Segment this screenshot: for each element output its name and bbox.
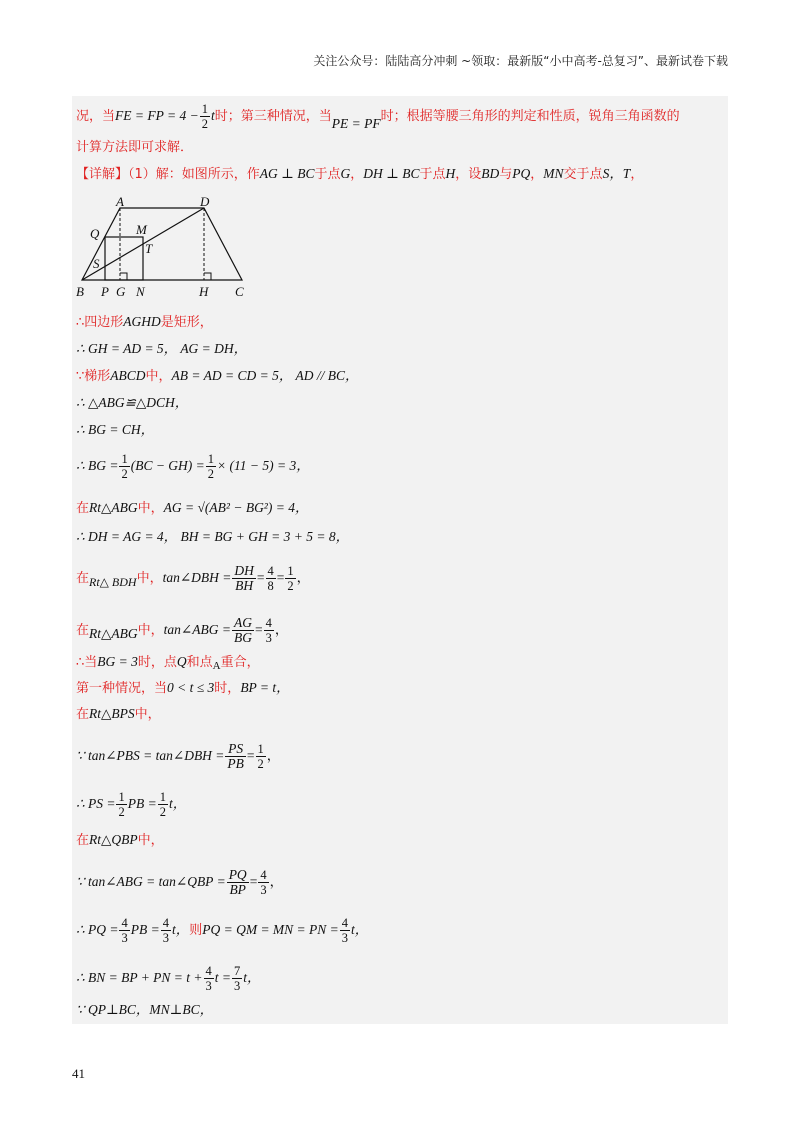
fraction — [119, 916, 129, 945]
denominator: BG — [233, 630, 252, 645]
step-16 — [76, 830, 164, 851]
label-d: D — [200, 196, 210, 209]
numerator: 1 — [121, 452, 128, 466]
step-9 — [76, 564, 310, 593]
formula: ABCD — [110, 368, 146, 383]
denominator: 2 — [201, 117, 208, 131]
formula: Rt△ BDH — [89, 575, 137, 589]
denominator: 2 — [207, 467, 215, 481]
denominator: 3 — [234, 979, 241, 993]
text: 在 — [76, 833, 90, 848]
numerator: PS — [225, 742, 246, 757]
text: 则 — [189, 923, 203, 938]
text: ∵梯形 — [76, 369, 111, 384]
text: 在 — [76, 623, 90, 638]
numerator: 4 — [341, 916, 349, 930]
denominator: PB — [227, 756, 244, 771]
label-a: A — [116, 196, 124, 209]
fraction — [119, 452, 129, 481]
label-g: G — [116, 284, 126, 299]
numerator: 1 — [287, 564, 294, 578]
numerator: PQ — [228, 867, 247, 882]
fraction — [158, 790, 168, 819]
denominator: 2 — [159, 805, 166, 819]
page-number: 41 — [72, 1066, 85, 1081]
step-14 — [76, 742, 280, 771]
label-s: S — [93, 256, 100, 271]
denominator: 2 — [121, 467, 128, 481]
text: 中， — [136, 571, 163, 586]
step-18 — [76, 916, 368, 945]
fraction — [227, 868, 249, 897]
numerator: 1 — [159, 790, 166, 804]
formula: tan∠ABG = — [163, 622, 231, 637]
trapezoid-figure — [76, 196, 256, 300]
punctuation: ， — [269, 874, 284, 889]
step-2 — [76, 339, 247, 360]
step-13 — [76, 704, 161, 725]
formula: BG = 3 — [97, 654, 138, 669]
formula: A — [212, 660, 221, 672]
fraction — [204, 964, 214, 993]
formula: FE = FP = 4 − — [115, 108, 199, 123]
label-p: P — [101, 284, 109, 299]
step-6 — [76, 452, 310, 481]
formula: ∵ tan∠ABG = tan∠QBP = — [76, 874, 226, 889]
step-5 — [76, 420, 154, 441]
denominator: 3 — [205, 979, 212, 993]
formula: ∵ tan∠PBS = tan∠DBH = — [76, 748, 225, 763]
step-10 — [76, 616, 288, 645]
equals: = — [256, 570, 265, 585]
formula: ∴ PS = — [76, 796, 116, 811]
step-7 — [76, 498, 308, 519]
step-19 — [76, 964, 261, 993]
numerator: 4 — [205, 964, 212, 978]
square-pqmn — [105, 237, 143, 280]
formula: PE = PF — [331, 116, 381, 131]
formula: H — [445, 166, 456, 181]
denominator: BP — [229, 882, 246, 897]
text: 在 — [76, 571, 90, 586]
numerator: 4 — [162, 916, 169, 930]
fraction — [206, 452, 216, 481]
step-12 — [76, 678, 290, 699]
text: ，设 — [455, 167, 482, 182]
step-8 — [76, 527, 349, 548]
denominator: BH — [235, 578, 254, 593]
text: 重合， — [220, 655, 260, 670]
step-17 — [76, 868, 283, 897]
formula: ∴ PQ = — [76, 922, 119, 937]
formula: DH ⊥ BC — [363, 166, 420, 181]
denominator: 3 — [121, 931, 128, 945]
text: 是矩形， — [160, 315, 213, 330]
label-t: T — [145, 241, 153, 256]
fraction — [225, 742, 246, 771]
detail-line — [76, 164, 643, 185]
formula: PQ — [512, 166, 531, 181]
fraction — [116, 790, 126, 819]
formula: ∴ △ABG≌△DCH， — [76, 395, 189, 410]
step-1 — [76, 312, 213, 333]
text: 第一种情况，当 — [76, 681, 168, 696]
text: 中， — [137, 833, 164, 848]
numerator: 4 — [260, 868, 267, 882]
formula: Q — [176, 654, 187, 669]
formula: BD — [481, 166, 500, 181]
formula: ∴ BG = CH， — [76, 422, 155, 437]
text: ∴当 — [76, 655, 98, 670]
numerator: DH — [234, 563, 254, 578]
formula: t = — [214, 970, 232, 985]
numerator: 1 — [257, 742, 264, 756]
text: ， — [630, 167, 644, 182]
text: 中， — [145, 369, 172, 384]
right-angle-g — [120, 273, 127, 280]
equals: = — [246, 748, 255, 763]
punctuation: ， — [274, 622, 289, 637]
formula: BP = t， — [240, 680, 290, 695]
formula: 0 < t ≤ 3 — [167, 680, 215, 695]
punctuation: ， — [296, 570, 311, 585]
denominator: 3 — [341, 931, 349, 945]
fraction — [340, 916, 350, 945]
formula: t， — [168, 796, 187, 811]
text: 于点 — [419, 167, 446, 182]
numerator: 4 — [267, 564, 274, 578]
formula: G — [340, 166, 351, 181]
equals: = — [254, 622, 263, 637]
fraction — [232, 616, 254, 645]
punctuation: ， — [266, 748, 281, 763]
fraction — [258, 868, 268, 897]
text: ∴四边形 — [76, 315, 124, 330]
formula: PB = — [127, 796, 157, 811]
page-header: 关注公众号：陆陆高分冲刺 ~领取：最新版“小中高考-总复习”、最新试卷下载 — [313, 54, 728, 68]
text: 与 — [499, 167, 513, 182]
numerator: 1 — [118, 790, 125, 804]
formula: AG = √(AB² − BG²) = 4， — [163, 500, 309, 515]
formula: Rt△QBP — [89, 832, 138, 847]
detail-tag: 【详解】 — [76, 167, 129, 182]
formula: t — [210, 108, 215, 123]
denominator: 3 — [265, 631, 272, 645]
formula: AG ⊥ BC — [259, 166, 315, 181]
text: （1）解：如图所示，作 — [128, 167, 260, 182]
formula: × (11 − 5) = 3， — [217, 458, 310, 473]
formula: ∴ GH = AD = 5， AG = DH， — [76, 341, 248, 356]
label-c: C — [235, 284, 244, 299]
step-11 — [76, 652, 260, 673]
fraction — [232, 564, 256, 593]
formula: ∴ DH = AG = 4， BH = BG + GH = 3 + 5 = 8， — [76, 529, 350, 544]
formula: ∴ BG = — [76, 458, 119, 473]
right-angle-h — [204, 273, 211, 280]
formula: AGHD — [123, 314, 161, 329]
text: 况，当 — [76, 109, 116, 124]
denominator: 8 — [267, 579, 274, 593]
numerator: 7 — [234, 964, 241, 978]
equals: = — [276, 570, 285, 585]
text: ， — [350, 167, 364, 182]
formula: S，T — [602, 166, 631, 181]
text: 时；第三种情况，当 — [214, 109, 332, 124]
fraction — [264, 616, 274, 645]
fraction — [232, 964, 242, 993]
numerator: 1 — [207, 452, 215, 466]
numerator: AG — [233, 615, 252, 630]
formula: Rt△ABG — [89, 626, 138, 641]
formula: t， — [351, 922, 369, 937]
trapezoid-abcd — [82, 208, 242, 280]
formula: Rt△ABG — [89, 500, 138, 515]
formula: ∵ QP⊥BC，MN⊥BC， — [76, 1002, 214, 1017]
formula: tan∠DBH = — [162, 570, 232, 585]
formula: PB = — [130, 922, 160, 937]
numerator: 4 — [121, 916, 128, 930]
fraction — [256, 742, 266, 771]
step-3 — [76, 366, 359, 387]
text: 在 — [76, 707, 90, 722]
formula: Rt△BPS — [89, 706, 135, 721]
intro-line-1 — [76, 102, 680, 131]
fraction — [266, 564, 276, 593]
formula: ∴ BN = BP + PN = t + — [76, 970, 203, 985]
denominator: 2 — [257, 757, 264, 771]
text: 和点 — [186, 655, 213, 670]
label-n: N — [136, 284, 145, 299]
text: 时，点 — [137, 655, 177, 670]
text: 在 — [76, 501, 90, 516]
intro-line-2: 计算方法即可求解． — [76, 140, 194, 155]
formula: PQ = QM = MN = PN = — [202, 922, 339, 937]
text: 时， — [214, 681, 241, 696]
text: ， — [530, 167, 544, 182]
text: 交于点 — [563, 167, 603, 182]
numerator: 1 — [201, 102, 208, 116]
formula: MN — [543, 166, 564, 181]
numerator: 4 — [265, 616, 272, 630]
fraction — [161, 916, 171, 945]
equals: = — [249, 874, 258, 889]
formula: AB = AD = CD = 5， AD // BC， — [171, 368, 359, 383]
label-b: B — [76, 284, 84, 299]
label-m: M — [136, 222, 147, 237]
formula: (BC − GH) = — [130, 458, 205, 473]
denominator: 3 — [162, 931, 169, 945]
step-4 — [76, 393, 188, 414]
solution-content — [72, 96, 728, 1024]
fraction — [200, 102, 210, 131]
text: 于点 — [314, 167, 341, 182]
denominator: 2 — [118, 805, 125, 819]
text: 时；根据等腰三角形的判定和性质，锐角三角函数的 — [380, 109, 680, 124]
text: 中， — [137, 501, 164, 516]
step-15 — [76, 790, 186, 819]
formula: t， — [243, 970, 261, 985]
denominator: 3 — [260, 883, 267, 897]
label-q: Q — [90, 226, 100, 241]
label-h: H — [199, 284, 209, 299]
text: 中， — [137, 623, 164, 638]
formula: t， — [171, 922, 190, 937]
denominator: 2 — [287, 579, 294, 593]
fraction — [285, 564, 295, 593]
text: 中， — [134, 707, 161, 722]
step-20 — [76, 1000, 213, 1021]
